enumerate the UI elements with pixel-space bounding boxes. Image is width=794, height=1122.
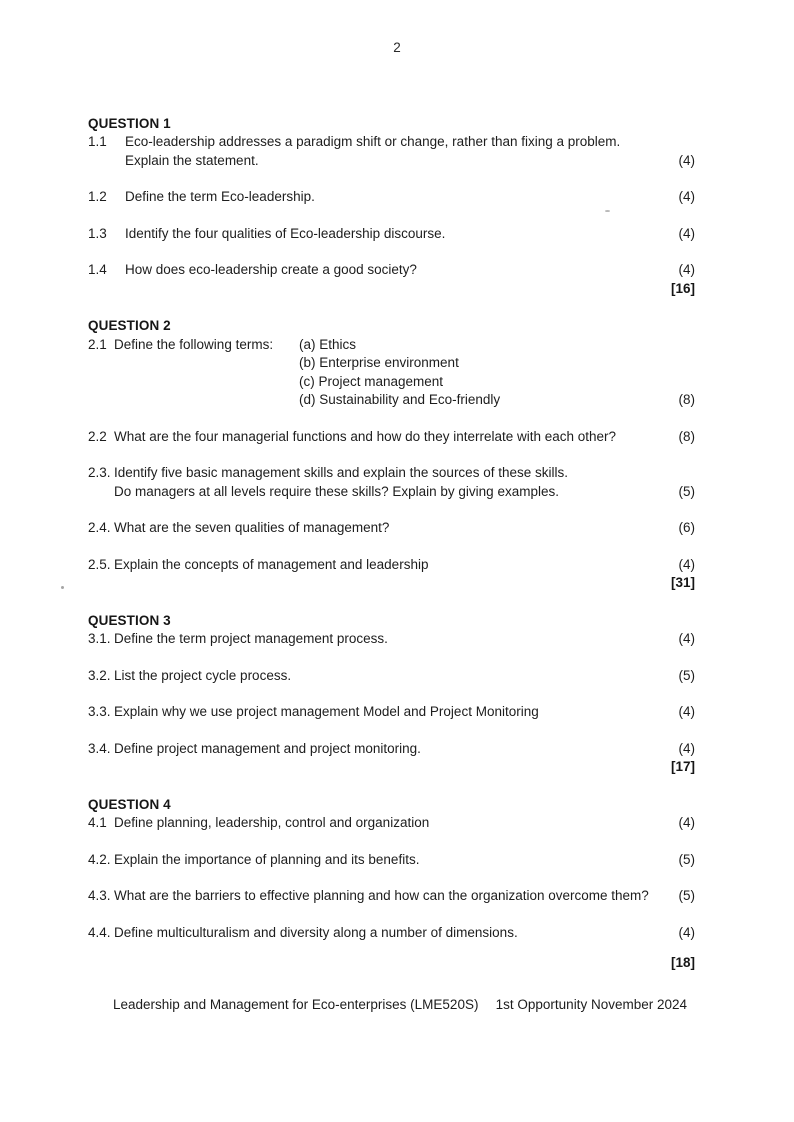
item-text: Explain why we use project management Model and Project Monitoring: [114, 704, 539, 719]
question-item-4-1: [88, 814, 695, 833]
item-marks: (8): [678, 392, 695, 407]
item-marks: (4): [678, 740, 695, 756]
item-marks: (4): [678, 924, 695, 940]
item-text: Identify five basic management skills and explain the sources of these skills.: [114, 465, 568, 480]
item-text: Identify the four qualities of Eco-leadership discourse.: [125, 225, 446, 241]
question-item-1-1: [88, 133, 695, 170]
item-text: Eco-leadership addresses a paradigm shift or change, rather than fixing a problem.: [125, 134, 621, 149]
item-text: Do managers at all levels require these skills? Explain by giving examples.: [114, 483, 559, 499]
section-question-4: [88, 796, 695, 973]
item-text: What are the barriers to effective planning and how can the organization overcome them?: [114, 888, 649, 903]
item-number: 2.4.: [88, 520, 111, 535]
item-text: Explain the importance of planning and its benefits.: [114, 851, 420, 867]
footer-opportunity-date: 1st Opportunity November 2024: [495, 997, 687, 1012]
question-item-2-4: [88, 519, 695, 538]
item-number: 4.3.: [88, 888, 111, 903]
item-marks: (4): [678, 189, 695, 204]
scan-artifact: [61, 586, 64, 589]
section-total: [31]: [670, 575, 695, 590]
item-text: Define the term project management process.: [114, 631, 388, 646]
item-number: 4.2.: [88, 851, 111, 867]
item-number: 3.3.: [88, 704, 111, 719]
question-item-4-3: [88, 887, 695, 906]
section-question-1: [88, 115, 695, 299]
item-text: List the project cycle process.: [114, 667, 292, 683]
section-title: QUESTION 4: [88, 796, 171, 812]
item-marks: (4): [678, 556, 695, 572]
page-footer: [88, 996, 695, 1015]
item-number: 3.2.: [88, 667, 111, 683]
section-question-3: [88, 612, 695, 777]
item-number: 4.4.: [88, 924, 111, 940]
item-text: Define multiculturalism and diversity along a number of dimensions.: [114, 924, 518, 940]
item-marks: (5): [678, 667, 695, 683]
item-text: Define the term Eco-leadership.: [125, 189, 315, 204]
item-marks: (6): [678, 520, 695, 535]
question-item-1-2: [88, 188, 695, 207]
item-number: 4.1: [88, 815, 107, 830]
item-marks: (4): [678, 152, 695, 168]
item-number: 2.3.: [88, 465, 111, 480]
section-question-2: [88, 317, 695, 593]
item-marks: (5): [678, 483, 695, 499]
item-marks: (4): [678, 704, 695, 719]
item-number: 2.5.: [88, 556, 111, 572]
item-number: 1.4: [88, 262, 107, 277]
item-marks: (8): [678, 428, 695, 444]
item-number: 3.1.: [88, 631, 111, 646]
item-number: 1.1: [88, 134, 107, 149]
item-marks: (5): [678, 851, 695, 867]
question-item-3-2: [88, 667, 695, 686]
question-item-4-2: [88, 851, 695, 870]
item-text: Explain the concepts of management and leadership: [114, 556, 429, 572]
item-number: 3.4.: [88, 740, 111, 756]
item-text: What are the four managerial functions and how do they interrelate with each other?: [114, 428, 617, 444]
item-number: 2.1: [88, 336, 107, 352]
item-number: 2.2: [88, 428, 107, 444]
question-item-2-5: [88, 556, 695, 575]
item-marks: (4): [678, 262, 695, 277]
item-text: Define project management and project monitoring.: [114, 740, 421, 756]
item-marks: (4): [678, 225, 695, 241]
item-marks: (4): [678, 631, 695, 646]
item-number: 1.3: [88, 225, 107, 241]
question-item-2-3: [88, 464, 695, 501]
item-text: How does eco-leadership create a good society?: [125, 262, 417, 277]
page-content: [0, 115, 794, 973]
question-item-3-1: [88, 630, 695, 649]
section-title: QUESTION 1: [88, 115, 171, 131]
question-item-4-4: [88, 924, 695, 943]
scan-artifact: [605, 210, 610, 212]
section-title: QUESTION 3: [88, 612, 171, 628]
section-total: [18]: [670, 955, 695, 970]
footer-course-title: Leadership and Management for Eco-enterprises (LME520S): [113, 997, 479, 1012]
item-text: Define planning, leadership, control and organization: [114, 815, 430, 830]
page-number: 2: [393, 40, 401, 55]
item-lead-text: Define the following terms:: [114, 336, 274, 352]
item-marks: (5): [678, 888, 695, 903]
question-item-3-3: [88, 703, 695, 722]
item-number: 1.2: [88, 189, 107, 204]
item-subline: (c) Project management: [299, 373, 444, 389]
item-subline: (a) Ethics: [299, 336, 357, 352]
question-item-2-1: [88, 336, 695, 410]
item-marks: (4): [678, 815, 695, 830]
section-total: [17]: [670, 759, 695, 774]
section-total: [16]: [670, 280, 695, 296]
question-item-2-2: [88, 428, 695, 447]
question-item-1-3: [88, 225, 695, 244]
question-item-1-4: [88, 261, 695, 280]
section-title: QUESTION 2: [88, 318, 171, 333]
item-subline: (b) Enterprise environment: [299, 355, 459, 370]
item-text: What are the seven qualities of management?: [114, 520, 390, 535]
question-item-3-4: [88, 740, 695, 759]
item-text: Explain the statement.: [125, 152, 259, 168]
item-subline: (d) Sustainability and Eco-friendly: [299, 392, 501, 407]
